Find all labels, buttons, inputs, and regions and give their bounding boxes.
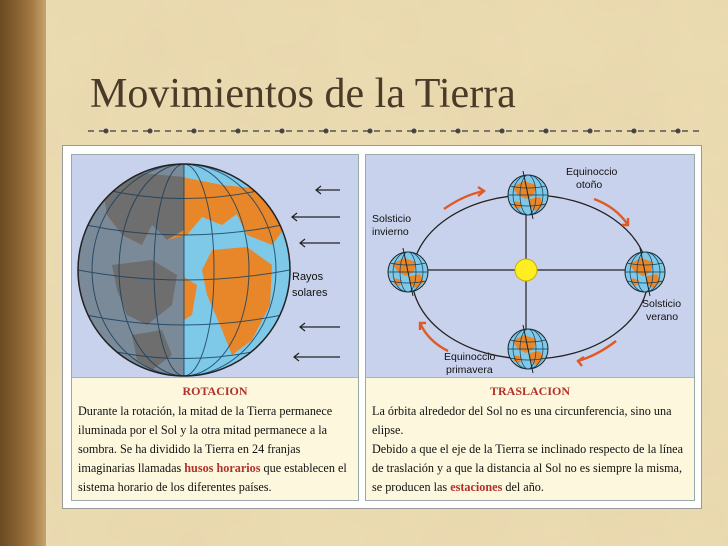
diagram-frame bbox=[62, 145, 702, 509]
decorative-spine bbox=[0, 0, 46, 546]
autumn-equinox-label-line1: Equinoccio bbox=[566, 166, 618, 178]
rays-label-line1: Rayos bbox=[292, 271, 324, 283]
globe-summer-solstice-icon bbox=[625, 248, 665, 296]
translation-caption-part1: La órbita alrededor del Sol no es una circunferencia, sino una elipse. bbox=[372, 404, 672, 437]
rotation-illustration bbox=[72, 155, 358, 378]
spring-equinox-label-line1: Equinoccio bbox=[444, 351, 496, 363]
earth-globe-icon bbox=[72, 155, 290, 378]
translation-illustration bbox=[366, 155, 694, 378]
winter-solstice-label-line2: invierno bbox=[372, 226, 409, 238]
rotation-caption-part2: que establecen el sistema horario de los diferentes países. bbox=[78, 461, 347, 494]
globe-autumn-equinox-icon bbox=[508, 171, 548, 219]
autumn-equinox-label-line2: otoño bbox=[576, 179, 603, 191]
slide-title: Movimientos de la Tierra bbox=[90, 71, 516, 117]
rotation-panel bbox=[71, 154, 359, 501]
globe-spring-equinox-icon bbox=[508, 325, 548, 373]
winter-solstice-label-line1: Solsticio bbox=[372, 213, 412, 225]
summer-solstice-label-line2: verano bbox=[646, 311, 679, 323]
translation-panel bbox=[365, 154, 695, 501]
title-divider bbox=[88, 124, 700, 138]
globe-winter-solstice-icon bbox=[388, 248, 428, 296]
rotation-highlight: husos horarios bbox=[184, 461, 261, 475]
rotation-caption-title: ROTACION bbox=[182, 384, 248, 398]
rotation-caption-part1: Durante la rotación, la mitad de la Tierra permanece iluminada por el Sol y la otra mitad permanece a la sombra. Se ha dividido la Tierra en 24 franjas imaginarias llamadas bbox=[78, 404, 333, 475]
translation-caption-text bbox=[372, 402, 690, 497]
rotation-caption-text bbox=[78, 402, 354, 497]
rays-label-line2: solares bbox=[292, 287, 328, 299]
translation-caption bbox=[366, 377, 694, 500]
translation-caption-part3: del año. bbox=[502, 480, 544, 494]
translation-highlight: estaciones bbox=[450, 480, 503, 494]
spring-equinox-label-line2: primavera bbox=[446, 364, 493, 376]
summer-solstice-label-line1: Solsticio bbox=[642, 298, 682, 310]
translation-caption-title: TRASLACION bbox=[489, 384, 570, 398]
sun-icon bbox=[515, 259, 537, 281]
translation-caption-part2: Debido a que el eje de la Tierra se inclinado respecto de la línea de traslación y a que la distancia al Sol no es siempre la misma, se producen las bbox=[372, 442, 684, 494]
rotation-caption bbox=[72, 377, 358, 500]
